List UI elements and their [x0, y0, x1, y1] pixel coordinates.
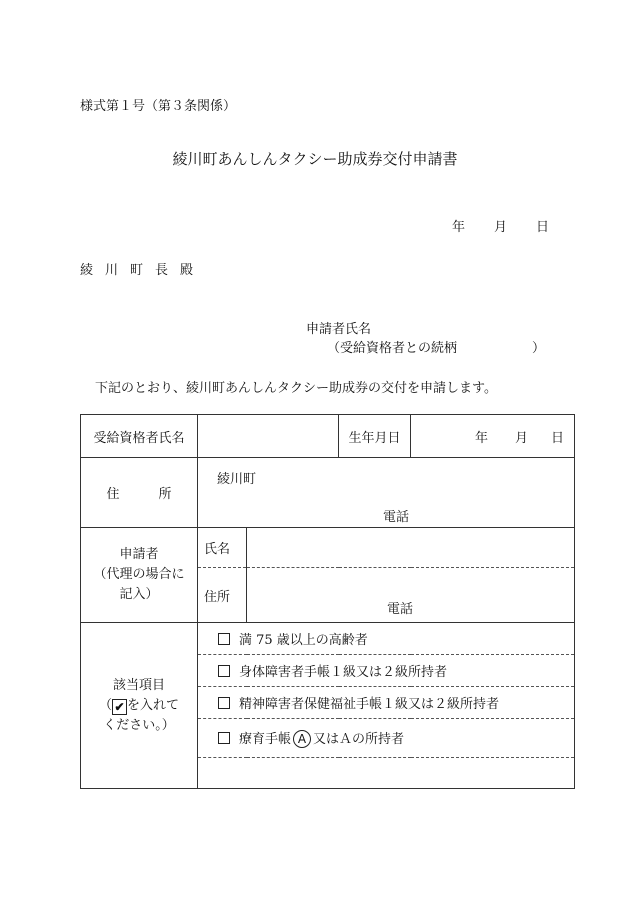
option-row-blank[interactable] [198, 758, 575, 789]
checkbox-physical[interactable] [218, 665, 230, 677]
option-row-elderly[interactable] [198, 623, 575, 655]
category-label-line1: 該当項目 [112, 677, 165, 693]
recipient-name-field[interactable] [198, 415, 339, 458]
applicant-phone-label: 電話 [387, 602, 414, 617]
category-section-label [81, 623, 198, 789]
applicant-label-line2: （代理の場合に [93, 567, 185, 582]
applicant-name-field[interactable] [247, 528, 575, 568]
date-month-label: 月 [494, 220, 508, 235]
address-phone-label: 電話 [383, 510, 410, 525]
applicant-label-line3: 記入） [119, 587, 159, 602]
option-row-mental[interactable] [198, 687, 575, 719]
statement: 下記のとおり、綾川町あんしんタクシー助成券の交付を申請します。 [95, 381, 497, 396]
option-physical-label: 身体障害者手帳１級又は２級所持者 [239, 665, 448, 680]
checkbox-mental[interactable] [218, 697, 230, 709]
address-field[interactable] [198, 458, 575, 528]
birth-year-label: 年 [475, 430, 489, 446]
address-label: 住 所 [81, 458, 198, 528]
category-label-line2: （ ✔ を入れて [98, 697, 180, 714]
date-day-label: 日 [536, 220, 550, 235]
date-year-label: 年 [452, 220, 466, 235]
checkbox-elderly[interactable] [218, 633, 230, 645]
addressee: 綾川町長殿 [80, 263, 206, 278]
checkbox-ryouiku[interactable] [218, 732, 230, 744]
option-mental-label: 精神障害者保健福祉手帳１級又は２級所持者 [239, 697, 500, 712]
category-label-line3: ください。） [103, 717, 175, 733]
applicant-section-label [81, 528, 198, 623]
option-ryouiku-prefix: 療育手帳 [239, 732, 292, 747]
applicant-address-field[interactable] [247, 568, 575, 623]
relation-close-paren: ） [532, 341, 546, 356]
applicant-address-sublabel: 住所 [198, 568, 247, 623]
application-table [80, 414, 575, 789]
form-number: 様式第１号（第３条関係） [80, 99, 237, 114]
relation-label: （受給資格者との続柄 [327, 341, 458, 356]
address-prefix: 綾川町 [217, 472, 257, 487]
option-row-ryouiku[interactable] [198, 719, 575, 758]
birthdate-label: 生年月日 [339, 415, 411, 458]
applicant-name-sublabel: 氏名 [198, 528, 247, 568]
document-title: 綾川町あんしんタクシー助成券交付申請書 [172, 150, 458, 168]
check-mark-icon: ✔ [112, 699, 127, 715]
option-elderly-label: 満 75 歳以上の高齢者 [239, 633, 368, 648]
recipient-name-label: 受給資格者氏名 [81, 415, 198, 458]
option-ryouiku-suffix: 又はＡの所持者 [313, 732, 405, 747]
applicant-label-line1: 申請者 [119, 547, 159, 562]
applicant-name-label: 申請者氏名 [306, 322, 372, 337]
date-line [452, 216, 549, 235]
birthdate-field[interactable] [411, 415, 575, 458]
birth-month-label: 月 [515, 430, 529, 446]
birth-day-label: 日 [551, 430, 565, 446]
circled-a-icon: A [293, 730, 311, 748]
option-row-physical[interactable] [198, 655, 575, 687]
